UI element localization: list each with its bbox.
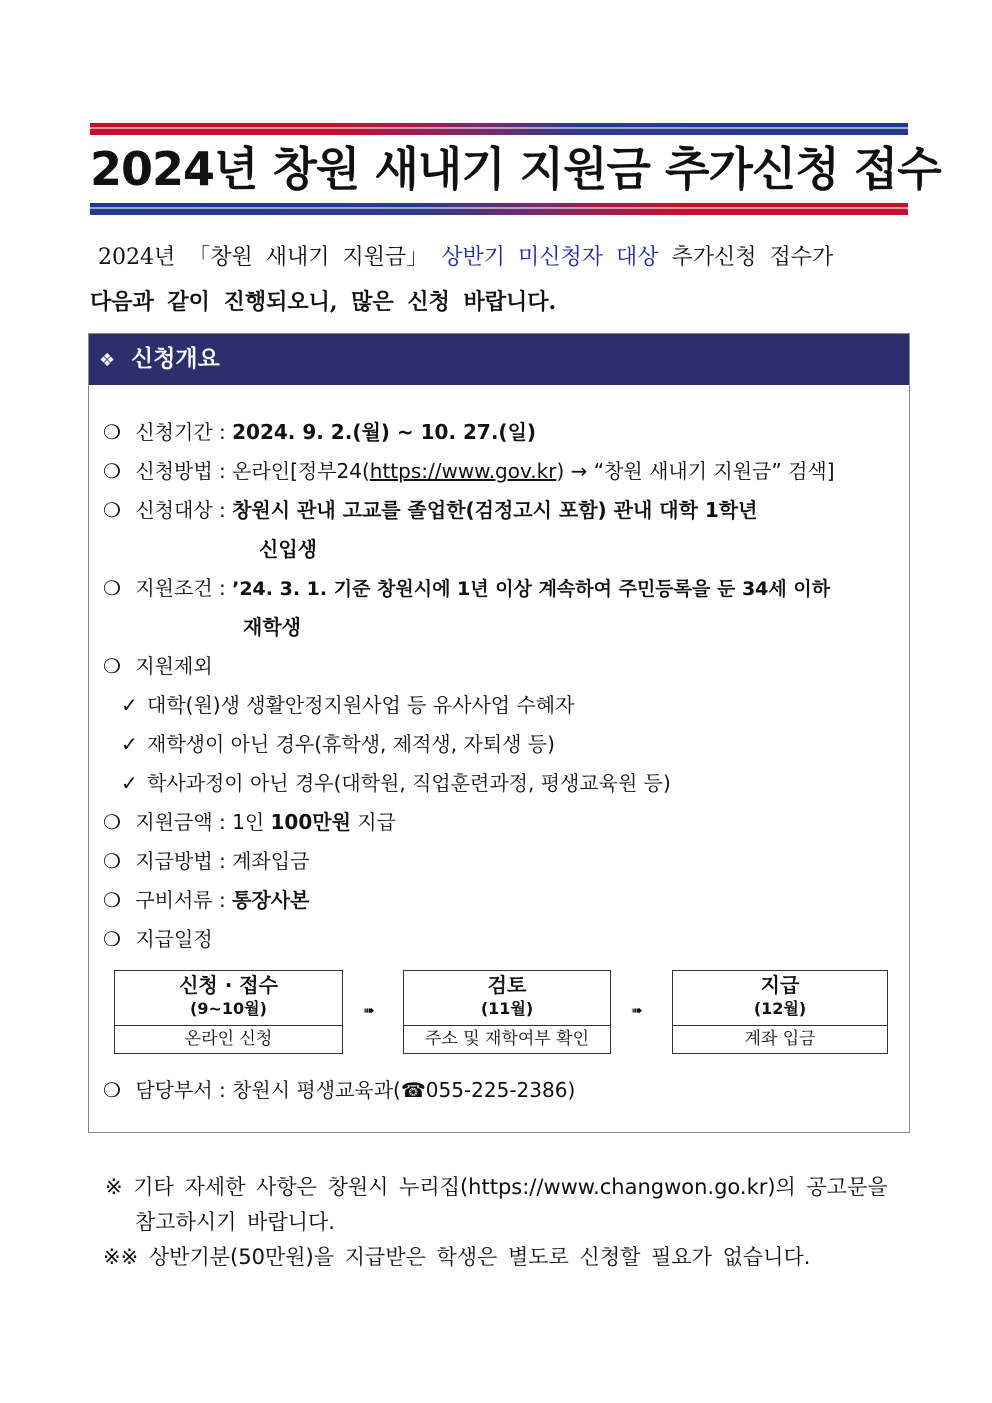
title-top-bar — [90, 123, 908, 135]
amount-label: 지원금액 : — [135, 810, 226, 834]
flow-step-desc: 주소 및 재학여부 확인 — [403, 1025, 611, 1054]
exclusion-text: 재학생이 아닌 경우(휴학생, 제적생, 자퇴생 등) — [147, 732, 555, 756]
flow-step-desc: 온라인 신청 — [114, 1025, 343, 1054]
flow-step-desc: 계좌 입금 — [672, 1025, 888, 1054]
arrow-right-icon: ➠ — [363, 1003, 375, 1019]
intro-part3: 다음과 같이 진행되오니, 많은 신청 바랍니다. — [90, 289, 557, 315]
circle-bullet-icon: ❍ — [103, 498, 121, 522]
circle-bullet-icon: ❍ — [103, 459, 121, 483]
condition-row — [103, 572, 830, 601]
circle-bullet-icon: ❍ — [103, 420, 121, 444]
circle-bullet-icon: ❍ — [103, 654, 121, 678]
payment-row — [103, 845, 309, 874]
condition-value: ’24. 3. 1. 기준 창원시에 1년 이상 계속하여 주민등록을 둔 34세 이하 — [232, 578, 831, 600]
intro-part1: 2024년 「창원 새내기 지원금」 — [98, 245, 429, 270]
section-header — [89, 334, 909, 385]
period-value: 2024. 9. 2.(월) ~ 10. 27.(일) — [232, 420, 537, 444]
circle-bullet-icon: ❍ — [103, 1078, 121, 1102]
check-icon: ✓ — [121, 693, 138, 717]
flow-step-period: (12월) — [753, 999, 807, 1018]
department-value: 창원시 평생교육과( — [232, 1078, 401, 1102]
flow-step-title: 지급 — [760, 973, 800, 997]
check-icon: ✓ — [121, 771, 138, 795]
diamond-icon: ❖ — [99, 350, 116, 371]
amount-pre: 1인 — [232, 810, 265, 834]
circle-bullet-icon: ❍ — [103, 576, 121, 600]
flow-step-title: 신청 · 접수 — [179, 973, 278, 997]
schedule-row — [103, 923, 213, 952]
department-label: 담당부서 : — [135, 1078, 226, 1102]
target-row — [103, 494, 757, 523]
department-phone: 055-225-2386) — [425, 1078, 576, 1102]
condition-value-cont: 재학생 — [243, 615, 301, 639]
flow-step-review — [403, 970, 611, 1026]
documents-label: 구비서류 : — [135, 888, 226, 912]
exclusion-text: 학사과정이 아닌 경우(대학원, 직업훈련과정, 평생교육원 등) — [147, 771, 671, 795]
circle-bullet-icon: ❍ — [103, 927, 121, 951]
flow-step-period: (11월) — [480, 999, 534, 1018]
amount-row — [103, 806, 396, 835]
exclusion-check-item — [121, 689, 574, 718]
circle-bullet-icon: ❍ — [103, 810, 121, 834]
flow-step-period: (9~10월) — [190, 999, 267, 1018]
method-value-suffix: ) → “창원 새내기 지원금” 검색] — [556, 459, 835, 483]
payment-value: 계좌입금 — [232, 849, 310, 873]
department-row — [103, 1074, 575, 1103]
target-value: 창원시 관내 고교를 졸업한(검정고시 포함) 관내 대학 1학년 — [232, 498, 758, 522]
payment-label: 지급방법 : — [135, 849, 226, 873]
phone-icon: ☎ — [400, 1078, 426, 1102]
period-label: 신청기간 : — [135, 420, 226, 444]
method-label: 신청방법 : — [135, 459, 226, 483]
exclusion-check-item — [121, 767, 671, 796]
period-row — [103, 416, 536, 445]
overview-box — [88, 333, 910, 1133]
amount-value: 100만원 — [270, 810, 351, 834]
intro-highlight: 상반기 미신청자 대상 — [441, 245, 659, 270]
note-1-cont: 참고하시기 바랍니다. — [135, 1210, 335, 1234]
notes — [105, 1170, 905, 1275]
section-title: 신청개요 — [131, 346, 220, 372]
documents-row — [103, 884, 309, 913]
method-row — [103, 455, 835, 484]
exclusion-label: 지원제외 — [135, 654, 213, 678]
note-2: ※※ 상반기분(50만원)을 지급받은 학생은 별도로 신청할 필요가 없습니다. — [103, 1245, 811, 1269]
flow-step-apply — [114, 970, 343, 1026]
exclusion-row — [103, 650, 213, 679]
intro-part2: 추가신청 접수가 — [671, 245, 834, 270]
exclusion-text: 대학(원)생 생활안정지원사업 등 유사사업 수혜자 — [147, 693, 575, 717]
amount-post: 지급 — [357, 810, 396, 834]
arrow-right-icon: ➠ — [631, 1003, 643, 1019]
intro-paragraph — [90, 235, 908, 325]
condition-label: 지원조건 : — [135, 576, 226, 600]
method-value-prefix: 온라인[정부24( — [232, 459, 370, 483]
flow-step-payment — [672, 970, 888, 1026]
check-icon: ✓ — [121, 732, 138, 756]
title-bottom-bar — [90, 203, 908, 215]
target-label: 신청대상 : — [135, 498, 226, 522]
schedule-label: 지급일정 — [135, 927, 213, 951]
page-title: 2024년 창원 새내기 지원금 추가신청 접수 — [90, 142, 941, 196]
target-value-cont: 신입생 — [259, 537, 317, 561]
note-1: ※ 기타 자세한 사항은 창원시 누리집(https://www.changwon.go.kr)의 공고문을 — [105, 1175, 888, 1199]
circle-bullet-icon: ❍ — [103, 849, 121, 873]
circle-bullet-icon: ❍ — [103, 888, 121, 912]
gov-link[interactable]: https://www.gov.kr — [369, 459, 557, 483]
documents-value: 통장사본 — [232, 888, 310, 912]
flow-step-title: 검토 — [487, 973, 527, 997]
exclusion-check-item — [121, 728, 555, 757]
